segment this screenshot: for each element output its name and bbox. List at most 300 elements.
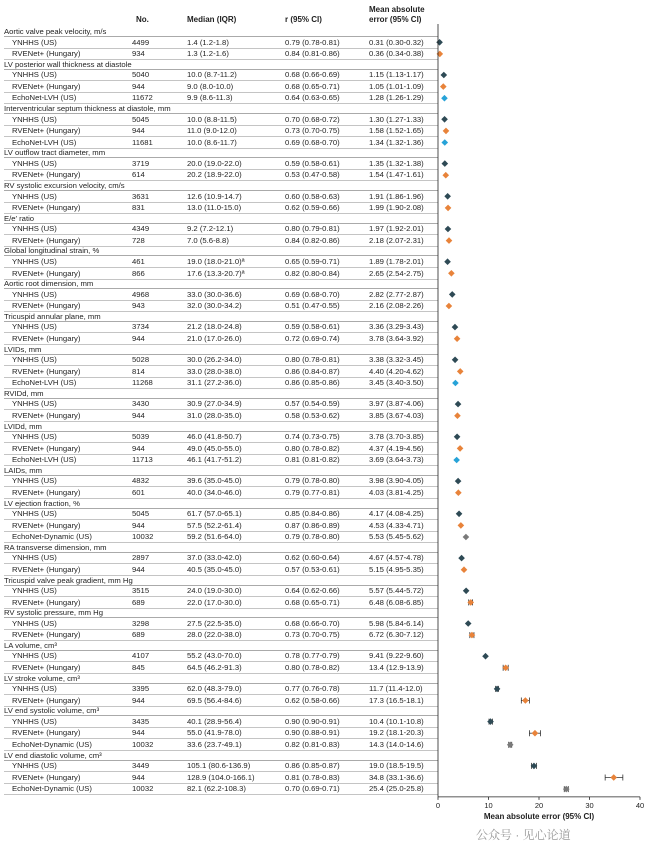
mean-absolute-error: 4.03 (3.81-4.25) <box>369 487 424 497</box>
median-iqr: 28.0 (22.0-38.0) <box>187 630 242 640</box>
cohort-name: EchoNet-LVH (US) <box>12 378 77 388</box>
mean-absolute-error: 5.15 (4.95-5.35) <box>369 564 424 574</box>
sample-count: 944 <box>132 695 145 705</box>
mean-absolute-error: 1.05 (1.01-1.09) <box>369 81 424 91</box>
correlation: 0.80 (0.78-0.81) <box>285 355 340 364</box>
mean-absolute-error: 9.41 (9.22-9.60) <box>369 651 424 661</box>
section-title: Tricuspid valve peak gradient, mm Hg <box>4 576 438 586</box>
sample-count: 4832 <box>132 476 150 486</box>
mean-absolute-error: 5.53 (5.45-5.62) <box>369 532 424 542</box>
cohort-name: YNHHS (US) <box>12 289 57 299</box>
mean-absolute-error: 34.8 (33.1-36.6) <box>369 772 424 782</box>
point-marker <box>455 489 462 496</box>
sample-count: 3298 <box>132 618 150 628</box>
mean-absolute-error: 2.65 (2.54-2.75) <box>369 268 424 278</box>
sample-count: 944 <box>132 410 145 420</box>
mean-absolute-error: 1.99 (1.90-2.08) <box>369 203 424 213</box>
sample-count: 3734 <box>132 322 150 332</box>
median-iqr: 57.5 (52.2-61.4) <box>187 520 242 530</box>
sample-count: 5039 <box>132 432 150 441</box>
sample-count: 689 <box>132 630 145 640</box>
mean-absolute-error: 10.4 (10.1-10.8) <box>369 716 424 726</box>
section-title: LV ejection fraction, % <box>4 499 438 509</box>
mean-absolute-error: 4.53 (4.33-4.71) <box>369 520 424 530</box>
correlation: 0.73 (0.70-0.75) <box>285 630 340 640</box>
point-marker <box>455 478 462 485</box>
section-title: LV stroke volume, cm³ <box>4 674 438 684</box>
cohort-name: YNHHS (US) <box>12 618 57 628</box>
mean-absolute-error: 3.78 (3.70-3.85) <box>369 432 424 441</box>
median-iqr: 9.0 (8.0-10.0) <box>187 81 234 91</box>
mean-absolute-error: 14.3 (14.0-14.6) <box>369 740 424 749</box>
cohort-name: RVENet+ (Hungary) <box>12 597 81 607</box>
cohort-name: RVENet+ (Hungary) <box>12 301 81 311</box>
correlation: 0.68 (0.66-0.69) <box>285 70 340 80</box>
cohort-name: RVENet+ (Hungary) <box>12 235 81 245</box>
correlation: 0.58 (0.53-0.62) <box>285 410 340 420</box>
point-marker <box>461 566 468 573</box>
correlation: 0.62 (0.58-0.66) <box>285 695 340 705</box>
point-marker <box>457 445 464 452</box>
point-marker <box>441 139 448 146</box>
cohort-name: YNHHS (US) <box>12 509 57 518</box>
correlation: 0.79 (0.78-0.80) <box>285 532 340 542</box>
sample-count: 11681 <box>132 137 153 147</box>
sample-count: 831 <box>132 203 145 213</box>
correlation: 0.57 (0.54-0.59) <box>285 399 340 409</box>
sample-count: 5045 <box>132 509 150 518</box>
section-title: LV outflow tract diameter, mm <box>4 148 438 158</box>
mean-absolute-error: 1.35 (1.32-1.38) <box>369 158 424 168</box>
median-iqr: 31.0 (28.0-35.0) <box>187 410 242 420</box>
mean-absolute-error: 1.97 (1.92-2.01) <box>369 224 424 234</box>
point-marker <box>437 51 444 58</box>
correlation: 0.70 (0.69-0.71) <box>285 784 340 794</box>
median-iqr: 69.5 (56.4-84.6) <box>187 695 242 705</box>
sample-count: 814 <box>132 366 145 376</box>
correlation: 0.69 (0.68-0.70) <box>285 137 340 147</box>
header-median: Median (IQR) <box>187 15 237 24</box>
mean-absolute-error: 3.85 (3.67-4.03) <box>369 410 424 420</box>
point-marker <box>452 357 459 364</box>
point-marker <box>441 72 448 79</box>
sample-count: 3515 <box>132 586 150 595</box>
median-iqr: 49.0 (45.0-55.0) <box>187 443 242 453</box>
correlation: 0.62 (0.60-0.64) <box>285 553 340 563</box>
median-iqr: 20.0 (19.0-22.0) <box>187 158 242 168</box>
sample-count: 944 <box>132 772 145 782</box>
point-marker <box>444 258 451 265</box>
point-marker <box>458 522 465 529</box>
median-iqr: 17.6 (13.3-20.7)ª <box>187 268 245 278</box>
mean-absolute-error: 1.30 (1.27-1.33) <box>369 114 424 124</box>
mean-absolute-error: 2.16 (2.08-2.26) <box>369 301 424 311</box>
sample-count: 4499 <box>132 37 150 47</box>
correlation: 0.74 (0.73-0.75) <box>285 432 340 441</box>
median-iqr: 40.0 (34.0-46.0) <box>187 487 242 497</box>
median-iqr: 10.0 (8.8-11.5) <box>187 114 237 124</box>
sample-count: 5045 <box>132 114 150 124</box>
correlation: 0.87 (0.86-0.89) <box>285 520 340 530</box>
cohort-name: RVENet+ (Hungary) <box>12 630 81 640</box>
correlation: 0.57 (0.53-0.61) <box>285 564 340 574</box>
section-title: E/e′ ratio <box>4 214 438 224</box>
sample-count: 601 <box>132 487 145 497</box>
median-iqr: 33.0 (28.0-38.0) <box>187 366 242 376</box>
correlation: 0.82 (0.81-0.83) <box>285 740 340 749</box>
cohort-name: RVENet+ (Hungary) <box>12 126 81 136</box>
correlation: 0.85 (0.84-0.86) <box>285 509 340 518</box>
correlation: 0.60 (0.58-0.63) <box>285 191 340 201</box>
median-iqr: 46.0 (41.8-50.7) <box>187 432 242 441</box>
cohort-name: YNHHS (US) <box>12 684 57 694</box>
cohort-name: YNHHS (US) <box>12 761 57 771</box>
section-title: LV posterior wall thickness at diastole <box>4 60 438 70</box>
header-no: No. <box>136 15 149 24</box>
sample-count: 11713 <box>132 455 153 465</box>
median-iqr: 11.0 (9.0-12.0) <box>187 126 237 136</box>
section-title: RA transverse dimension, mm <box>4 543 438 553</box>
mean-absolute-error: 3.38 (3.32-3.45) <box>369 355 424 364</box>
correlation: 0.70 (0.68-0.72) <box>285 114 340 124</box>
header-mae: Mean absolute error (95% CI) <box>369 5 425 24</box>
sample-count: 3435 <box>132 716 150 726</box>
correlation: 0.90 (0.90-0.91) <box>285 716 340 726</box>
correlation: 0.80 (0.78-0.82) <box>285 663 340 672</box>
point-marker <box>463 534 470 541</box>
mean-absolute-error: 0.31 (0.30-0.32) <box>369 37 424 47</box>
point-marker <box>457 368 464 375</box>
point-marker <box>443 128 450 135</box>
mean-absolute-error: 1.58 (1.52-1.65) <box>369 126 424 136</box>
x-tick-label: 30 <box>585 800 594 810</box>
point-marker <box>507 742 514 749</box>
section-title: Aortic valve peak velocity, m/s <box>4 27 438 37</box>
point-marker <box>448 270 455 277</box>
cohort-name: YNHHS (US) <box>12 432 57 441</box>
x-tick-label: 40 <box>635 800 645 810</box>
section-title: LAIDs, mm <box>4 466 438 476</box>
sample-count: 461 <box>132 256 145 266</box>
median-iqr: 9.2 (7.2-12.1) <box>187 224 234 234</box>
section-title: Aortic root dimension, mm <box>4 279 438 289</box>
median-iqr: 39.6 (35.0-45.0) <box>187 476 242 486</box>
x-axis-title: Mean absolute error (95% CI) <box>483 811 595 821</box>
sample-count: 614 <box>132 170 145 180</box>
point-marker <box>522 697 529 704</box>
median-iqr: 1.4 (1.2-1.8) <box>187 37 229 47</box>
point-marker <box>452 324 459 331</box>
median-iqr: 24.0 (19.0-30.0) <box>187 586 242 595</box>
cohort-name: YNHHS (US) <box>12 355 57 364</box>
mean-absolute-error: 3.36 (3.29-3.43) <box>369 322 424 332</box>
cohort-name: RVENet+ (Hungary) <box>12 695 81 705</box>
section-title: Global longitudinal strain, % <box>4 246 438 256</box>
section-title: LA volume, cm³ <box>4 641 438 651</box>
x-tick-label: 20 <box>534 800 544 810</box>
cohort-name: EchoNet-Dynamic (US) <box>12 784 92 794</box>
sample-count: 10032 <box>132 740 154 749</box>
point-marker <box>441 95 448 102</box>
correlation: 0.81 (0.81-0.82) <box>285 455 340 465</box>
sample-count: 10032 <box>132 532 154 542</box>
section-title: Tricuspid annular plane, mm <box>4 312 438 322</box>
sample-count: 944 <box>132 333 145 343</box>
correlation: 0.68 (0.65-0.71) <box>285 81 340 91</box>
mean-absolute-error: 0.36 (0.34-0.38) <box>369 49 424 59</box>
cohort-name: YNHHS (US) <box>12 158 57 168</box>
mean-absolute-error: 3.45 (3.40-3.50) <box>369 378 424 388</box>
sample-count: 689 <box>132 597 145 607</box>
median-iqr: 12.6 (10.9-14.7) <box>187 191 242 201</box>
median-iqr: 128.9 (104.0-166.1) <box>187 772 255 782</box>
cohort-name: RVENet+ (Hungary) <box>12 49 81 59</box>
mean-absolute-error: 1.54 (1.47-1.61) <box>369 170 424 180</box>
cohort-name: RVENet+ (Hungary) <box>12 366 81 376</box>
point-marker <box>442 172 449 179</box>
median-iqr: 30.9 (27.0-34.9) <box>187 399 242 409</box>
sample-count: 944 <box>132 564 145 574</box>
cohort-name: RVENet+ (Hungary) <box>12 728 81 738</box>
point-marker <box>446 237 453 244</box>
point-marker <box>455 401 462 408</box>
cohort-name: YNHHS (US) <box>12 191 57 201</box>
cohort-name: YNHHS (US) <box>12 476 57 486</box>
cohort-name: RVENet+ (Hungary) <box>12 203 81 213</box>
median-iqr: 19.0 (18.0-21.0)ª <box>187 256 245 266</box>
point-marker <box>494 686 501 693</box>
section-title: RVIDd, mm <box>4 389 438 399</box>
sample-count: 866 <box>132 268 145 278</box>
median-iqr: 40.5 (35.0-45.0) <box>187 564 242 574</box>
median-iqr: 64.5 (46.2-91.3) <box>187 663 242 672</box>
cohort-name: YNHHS (US) <box>12 553 57 563</box>
mean-absolute-error: 6.48 (6.08-6.85) <box>369 597 424 607</box>
point-marker <box>444 193 451 200</box>
x-tick-label: 0 <box>435 800 441 810</box>
median-iqr: 7.0 (5.6-8.8) <box>187 235 229 245</box>
correlation: 0.79 (0.78-0.80) <box>285 476 340 486</box>
median-iqr: 105.1 (80.6-136.9) <box>187 761 251 771</box>
sample-count: 11268 <box>132 378 153 388</box>
sample-count: 3719 <box>132 158 150 168</box>
sample-count: 944 <box>132 126 145 136</box>
median-iqr: 21.2 (18.0-24.8) <box>187 322 242 332</box>
correlation: 0.53 (0.47-0.58) <box>285 170 340 180</box>
point-marker <box>436 39 443 46</box>
median-iqr: 22.0 (17.0-30.0) <box>187 597 242 607</box>
cohort-name: YNHHS (US) <box>12 256 57 266</box>
correlation: 0.82 (0.80-0.84) <box>285 268 340 278</box>
section-title: LV end systolic volume, cm³ <box>4 706 438 716</box>
point-marker <box>445 205 452 212</box>
median-iqr: 21.0 (17.0-26.0) <box>187 333 242 343</box>
mean-absolute-error: 1.34 (1.32-1.36) <box>369 137 424 147</box>
section-title: LVIDd, mm <box>4 422 438 432</box>
median-iqr: 20.2 (18.9-22.0) <box>187 170 242 180</box>
cohort-name: YNHHS (US) <box>12 586 57 595</box>
mean-absolute-error: 5.57 (5.44-5.72) <box>369 586 424 595</box>
median-iqr: 13.0 (11.0-15.0) <box>187 203 242 213</box>
watermark: 公众号 · 见心论道 <box>476 828 571 842</box>
correlation: 0.84 (0.82-0.86) <box>285 235 340 245</box>
median-iqr: 59.2 (51.6-64.0) <box>187 532 242 542</box>
point-marker <box>532 730 539 737</box>
cohort-name: YNHHS (US) <box>12 651 57 661</box>
mean-absolute-error: 17.3 (16.5-18.1) <box>369 695 424 705</box>
sample-count: 3395 <box>132 684 150 694</box>
median-iqr: 40.1 (28.9-56.4) <box>187 716 242 726</box>
mean-absolute-error: 2.18 (2.07-2.31) <box>369 235 424 245</box>
sample-count: 944 <box>132 81 145 91</box>
section-title: RV systolic excursion velocity, cm/s <box>4 181 438 191</box>
median-iqr: 37.0 (33.0-42.0) <box>187 553 242 563</box>
cohort-name: YNHHS (US) <box>12 224 57 234</box>
median-iqr: 31.1 (27.2-36.0) <box>187 378 242 388</box>
cohort-name: RVENet+ (Hungary) <box>12 333 81 343</box>
sample-count: 944 <box>132 728 145 738</box>
median-iqr: 61.7 (57.0-65.1) <box>187 509 242 518</box>
mean-absolute-error: 4.40 (4.20-4.62) <box>369 366 424 376</box>
correlation: 0.90 (0.88-0.91) <box>285 728 340 738</box>
cohort-name: RVENet+ (Hungary) <box>12 170 81 180</box>
cohort-name: YNHHS (US) <box>12 399 57 409</box>
sample-count: 4968 <box>132 289 150 299</box>
mean-absolute-error: 4.37 (4.19-4.56) <box>369 443 424 453</box>
point-marker <box>465 620 472 627</box>
mean-absolute-error: 4.67 (4.57-4.78) <box>369 553 424 563</box>
cohort-name: RVENet+ (Hungary) <box>12 81 81 91</box>
cohort-name: EchoNet-LVH (US) <box>12 455 77 465</box>
correlation: 0.62 (0.59-0.66) <box>285 203 340 213</box>
sample-count: 944 <box>132 443 145 453</box>
x-tick-label: 10 <box>484 800 493 810</box>
cohort-name: YNHHS (US) <box>12 114 57 124</box>
cohort-name: RVENet+ (Hungary) <box>12 487 81 497</box>
mean-absolute-error: 1.15 (1.13-1.17) <box>369 70 424 80</box>
sample-count: 3449 <box>132 761 150 771</box>
point-marker <box>452 380 459 387</box>
mean-absolute-error: 13.4 (12.9-13.9) <box>369 663 424 672</box>
median-iqr: 33.0 (30.0-36.6) <box>187 289 242 299</box>
point-marker <box>610 774 617 781</box>
median-iqr: 46.1 (41.7-51.2) <box>187 455 242 465</box>
correlation: 0.73 (0.70-0.75) <box>285 126 340 136</box>
sample-count: 728 <box>132 235 145 245</box>
median-iqr: 82.1 (62.2-108.3) <box>187 784 246 794</box>
mean-absolute-error: 3.78 (3.64-3.92) <box>369 333 424 343</box>
mean-absolute-error: 1.91 (1.86-1.96) <box>369 191 424 201</box>
correlation: 0.78 (0.77-0.79) <box>285 651 340 661</box>
sample-count: 944 <box>132 520 145 530</box>
correlation: 0.65 (0.59-0.71) <box>285 256 340 266</box>
median-iqr: 62.0 (48.3-79.0) <box>187 684 242 694</box>
mean-absolute-error: 5.98 (5.84-6.14) <box>369 618 424 628</box>
cohort-name: YNHHS (US) <box>12 70 57 80</box>
correlation: 0.77 (0.76-0.78) <box>285 684 340 694</box>
cohort-name: YNHHS (US) <box>12 322 57 332</box>
correlation: 0.51 (0.47-0.55) <box>285 301 340 311</box>
median-iqr: 32.0 (30.0-34.2) <box>187 301 242 311</box>
sample-count: 5040 <box>132 70 150 80</box>
cohort-name: RVENet+ (Hungary) <box>12 772 81 782</box>
point-marker <box>453 457 460 464</box>
header-r: r (95% CI) <box>285 15 322 24</box>
section-title: RV systolic pressure, mm Hg <box>4 608 438 618</box>
correlation: 0.79 (0.77-0.81) <box>285 487 340 497</box>
point-marker <box>442 160 449 167</box>
sample-count: 845 <box>132 663 145 672</box>
sample-count: 11672 <box>132 93 153 103</box>
mean-absolute-error: 2.82 (2.77-2.87) <box>369 289 424 299</box>
sample-count: 943 <box>132 301 145 311</box>
point-marker <box>441 116 448 123</box>
cohort-name: RVENet+ (Hungary) <box>12 268 81 278</box>
mean-absolute-error: 3.97 (3.87-4.06) <box>369 399 424 409</box>
correlation: 0.80 (0.79-0.81) <box>285 224 340 234</box>
mean-absolute-error: 19.0 (18.5-19.5) <box>369 761 424 771</box>
point-marker <box>463 588 470 595</box>
correlation: 0.68 (0.66-0.70) <box>285 618 340 628</box>
sample-count: 3430 <box>132 399 150 409</box>
point-marker <box>446 303 453 310</box>
section-title: LV end diastolic volume, cm³ <box>4 751 438 761</box>
sample-count: 4107 <box>132 651 150 661</box>
median-iqr: 33.6 (23.7-49.1) <box>187 740 242 749</box>
correlation: 0.81 (0.78-0.83) <box>285 772 340 782</box>
point-marker <box>454 434 461 441</box>
correlation: 0.64 (0.62-0.66) <box>285 586 340 595</box>
point-marker <box>440 83 447 90</box>
point-marker <box>454 335 461 342</box>
mean-absolute-error: 3.69 (3.64-3.73) <box>369 455 424 465</box>
median-iqr: 10.0 (8.7-11.2) <box>187 70 237 80</box>
correlation: 0.80 (0.78-0.82) <box>285 443 340 453</box>
mean-absolute-error: 1.89 (1.78-2.01) <box>369 256 424 266</box>
cohort-name: RVENet+ (Hungary) <box>12 443 81 453</box>
cohort-name: RVENet+ (Hungary) <box>12 564 81 574</box>
sample-count: 934 <box>132 49 145 59</box>
mean-absolute-error: 4.17 (4.08-4.25) <box>369 509 424 518</box>
mean-absolute-error: 1.28 (1.26-1.29) <box>369 93 424 103</box>
mean-absolute-error: 25.4 (25.0-25.8) <box>369 784 424 794</box>
correlation: 0.79 (0.78-0.81) <box>285 37 340 47</box>
mean-absolute-error: 19.2 (18.1-20.3) <box>369 728 424 738</box>
correlation: 0.59 (0.58-0.61) <box>285 322 340 332</box>
cohort-name: YNHHS (US) <box>12 716 57 726</box>
median-iqr: 55.0 (41.9-78.0) <box>187 728 242 738</box>
correlation: 0.86 (0.85-0.86) <box>285 378 340 388</box>
median-iqr: 30.0 (26.2-34.0) <box>187 355 242 364</box>
sample-count: 4349 <box>132 224 150 234</box>
cohort-name: RVENet+ (Hungary) <box>12 663 81 672</box>
sample-count: 10032 <box>132 784 154 794</box>
sample-count: 3631 <box>132 191 150 201</box>
median-iqr: 10.0 (8.6-11.7) <box>187 137 237 147</box>
correlation: 0.86 (0.84-0.87) <box>285 366 340 376</box>
mean-absolute-error: 6.72 (6.30-7.12) <box>369 630 424 640</box>
cohort-name: EchoNet-LVH (US) <box>12 137 77 147</box>
cohort-name: YNHHS (US) <box>12 37 57 47</box>
correlation: 0.84 (0.81-0.86) <box>285 49 340 59</box>
mean-absolute-error: 11.7 (11.4-12.0) <box>369 684 423 694</box>
cohort-name: EchoNet-LVH (US) <box>12 93 77 103</box>
correlation: 0.86 (0.85-0.87) <box>285 761 340 771</box>
cohort-name: RVENet+ (Hungary) <box>12 410 81 420</box>
median-iqr: 1.3 (1.2-1.6) <box>187 49 229 59</box>
correlation: 0.72 (0.69-0.74) <box>285 333 340 343</box>
section-title: LVIDs, mm <box>4 345 438 355</box>
